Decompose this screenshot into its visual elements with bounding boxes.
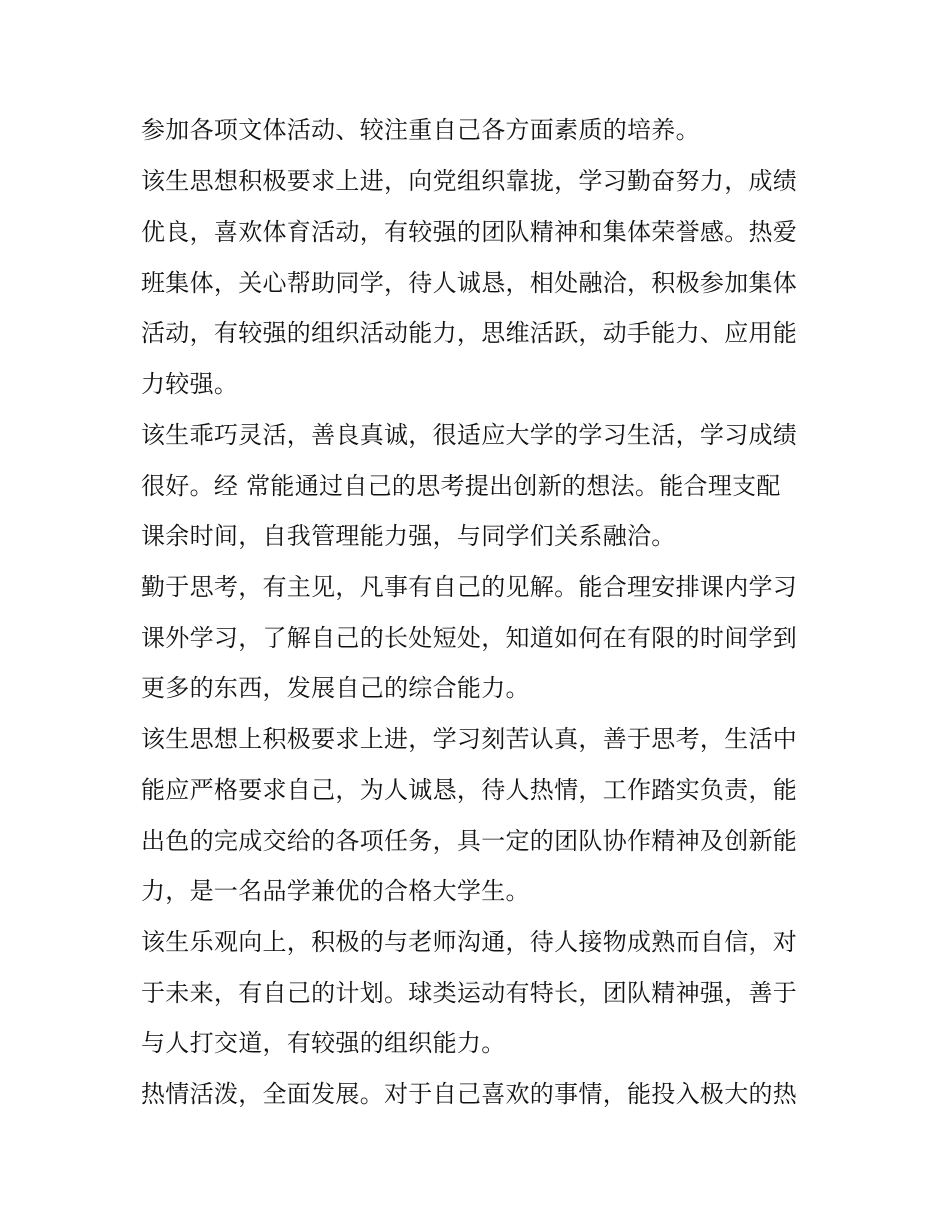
text-line: 出色的完成交给的各项任务，具一定的团队协作精神及创新能: [141, 827, 798, 855]
text-line: 该生乐观向上，积极的与老师沟通，待人接物成熟而自信，对: [141, 928, 798, 956]
text-line: 与人打交道，有较强的组织能力。: [141, 1029, 506, 1057]
text-line: 力，是一名品学兼优的合格大学生。: [141, 877, 530, 905]
text-line: 该生乖巧灵活，善良真诚，很适应大学的学习生活，学习成绩: [141, 421, 798, 449]
text-line: 于未来，有自己的计划。球类运动有特长，团队精神强，善于: [141, 979, 798, 1007]
text-line: 能应严格要求自己，为人诚恳，待人热情，工作踏实负责，能: [141, 776, 798, 804]
text-line: 勤于思考，有主见，凡事有自己的见解。能合理安排课内学习: [141, 573, 798, 601]
text-line: 优良，喜欢体育活动，有较强的团队精神和集体荣誉感。热爱: [141, 218, 798, 246]
text-line: 很好。经 常能通过自己的思考提出创新的想法。能合理支配: [141, 472, 781, 500]
text-line: 课余时间，自我管理能力强，与同学们关系融洽。: [141, 522, 676, 550]
text-line: 更多的东西，发展自己的综合能力。: [141, 674, 530, 702]
text-line: 该生思想积极要求上进，向党组织靠拢，学习勤奋努力，成绩: [141, 167, 798, 195]
text-line: 课外学习，了解自己的长处短处，知道如何在有限的时间学到: [141, 624, 798, 652]
text-line: 力较强。: [141, 370, 239, 398]
text-line: 班集体，关心帮助同学，待人诚恳，相处融洽，积极参加集体: [141, 269, 798, 297]
text-line: 该生思想上积极要求上进，学习刻苦认真，善于思考，生活中: [141, 725, 798, 753]
text-line: 参加各项文体活动、较注重自己各方面素质的培养。: [141, 116, 700, 144]
text-line: 活动，有较强的组织活动能力，思维活跃，动手能力、应用能: [141, 319, 798, 347]
text-line: 热情活泼，全面发展。对于自己喜欢的事情，能投入极大的热: [141, 1080, 798, 1108]
